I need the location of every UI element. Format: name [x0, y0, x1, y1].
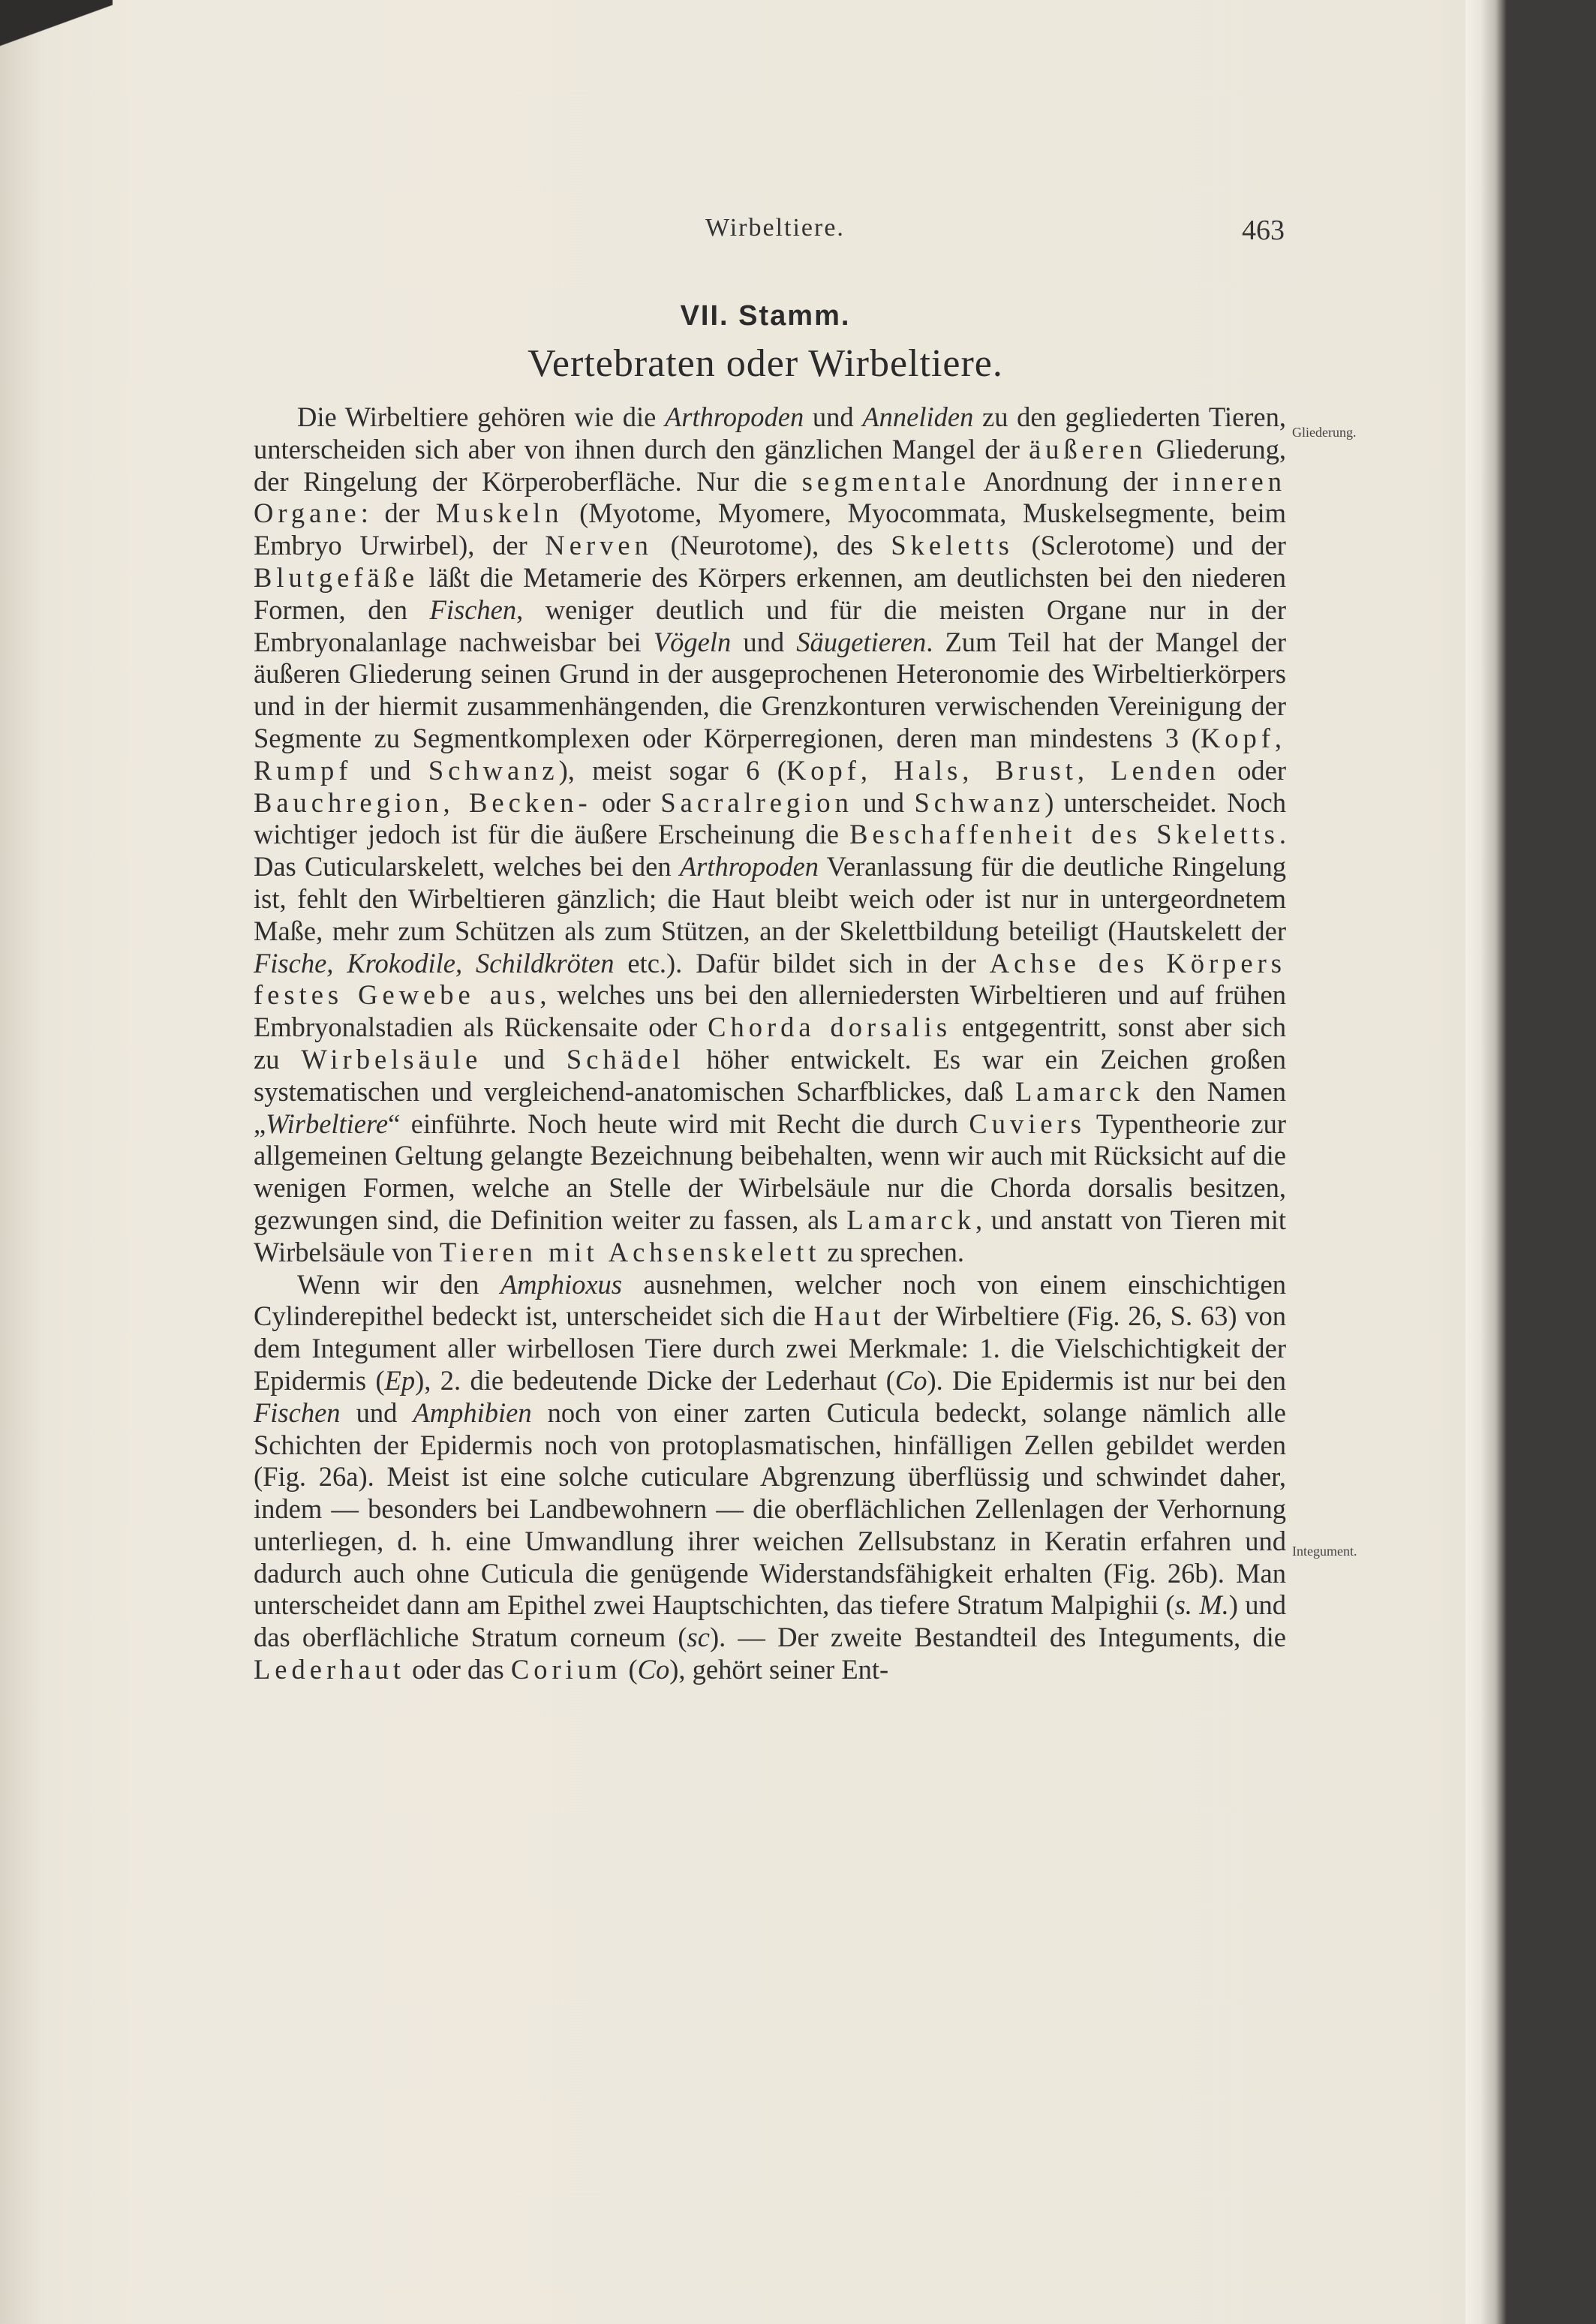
page-corner-shadow: [0, 0, 113, 60]
body-text: [254, 401, 1286, 1686]
margin-note-integument: Integument.: [1292, 1544, 1357, 1559]
paragraph-vertebraten: Die Wirbeltiere gehören wie die Arthropoden und Anneliden zu den gegliederten Tieren, unterscheiden sich aber von ihnen durch den gänzlichen Mangel der äußeren Gliederung, der Ringelung der Körperoberfläche. Nur die segmentale Anordnung der inneren Organe: der Muskeln (Myotome, Myomere, Myocommata, Muskelsegmente, beim Embryo Urwirbel), der Nerven (Neurotome), des Skeletts (Sclerotome) und der Blutgefäße läßt die Metamerie des Körpers erkennen, am deutlichsten bei den niederen Formen, den Fischen, weniger deutlich und für die meisten Organe nur in der Embryonalanlage nachweisbar bei Vögeln und Säugetieren. Zum Teil hat der Mangel der äußeren Gliederung seinen Grund in der ausgeprochenen Heteronomie des Wirbeltierkörpers und in der hiermit zusammenhängenden, die Grenzkonturen verwischenden Vereinigung der Segmente zu Segmentkomplexen oder Körperregionen, deren man mindestens 3 (Kopf, Rumpf und Schwanz), meist sogar 6 (Kopf, Hals, Brust, Lenden oder Bauchregion, Becken- oder Sacralregion und Schwanz) unterscheidet. Noch wichtiger jedoch ist für die äußere Erscheinung die Beschaffenheit des Skeletts. Das Cuticularskelett, welches bei den Arthropoden Veranlassung für die deutliche Ringelung ist, fehlt den Wirbeltieren gänzlich; die Haut bleibt weich oder ist nur in untergeordnetem Maße, mehr zum Schützen als zum Stützen, an der Skelettbildung beteiligt (Hautskelett der Fische, Krokodile, Schildkröten etc.). Dafür bildet sich in der Achse des Körpers festes Gewebe aus, welches uns bei den allerniedersten Wirbeltieren und auf frühen Embryonalstadien als Rückensaite oder Chorda dorsalis entgegentritt, sonst aber sich zu Wirbelsäule und Schädel höher entwickelt. Es war ein Zeichen großen systematischen und vergleichend-anatomischen Scharfblickes, daß Lamarck den Namen „Wirbeltiere“ einführte. Noch heute wird mit Recht die durch Cuviers Typentheorie zur allgemeinen Geltung gelangte Bezeichnung beibehalten, wenn wir auch mit Rücksicht auf die wenigen Formen, welche an Stelle der Wirbelsäule nur die Chorda dorsalis besitzen, gezwungen sind, die Definition weiter zu fassen, als Lamarck, und anstatt von Tieren mit Wirbelsäule von Tieren mit Achsenskelett zu sprechen.: [254, 401, 1287, 1267]
running-header: [0, 214, 1531, 259]
section-number-heading: VII. Stamm.: [680, 300, 851, 332]
page-number: 463: [1242, 215, 1285, 246]
paragraph-integument: Wenn wir den Amphioxus ausnehmen, welcher noch von einem einschichtigen Cylinderepithel bedeckt ist, unterscheidet sich die Haut der Wirbeltiere (Fig. 26, S. 63) von dem Integument aller wirbellosen Tiere durch zwei Merkmale: 1. die Vielschichtigkeit der Epidermis (Ep), 2. die bedeutende Dicke der Lederhaut (Co). Die Epidermis ist nur bei den Fischen und Amphibien noch von einer zarten Cuticula bedeckt, solange nämlich alle Schichten der Epidermis noch von protoplasmatischen, hinfälligen Zellen gebildet werden (Fig. 26a). Meist ist eine solche cuticulare Abgrenzung überflüssig und schwindet daher, indem — besonders bei Landbewohnern — die oberflächlichen Zellenlagen der Verhornung unterliegen, d. h. eine Umwandlung ihrer weichen Zellsubstanz in Keratin erfahren und dadurch auch ohne Cuticula die genügende Widerstandsfähigkeit erhalten (Fig. 26b). Man unterscheidet dann am Epithel zwei Hauptschichten, das tiefere Stratum Malpighii (s. M.) und das oberflächliche Stratum corneum (sc). — Der zweite Bestandteil des Integuments, die Lederhaut oder das Corium (Co), gehört seiner Ent-: [254, 1268, 1287, 1685]
running-title: Wirbeltiere.: [705, 214, 845, 242]
chapter-title: Vertebraten oder Wirbeltiere.: [527, 342, 1003, 385]
margin-note-gliederung: Gliederung.: [1292, 425, 1357, 440]
